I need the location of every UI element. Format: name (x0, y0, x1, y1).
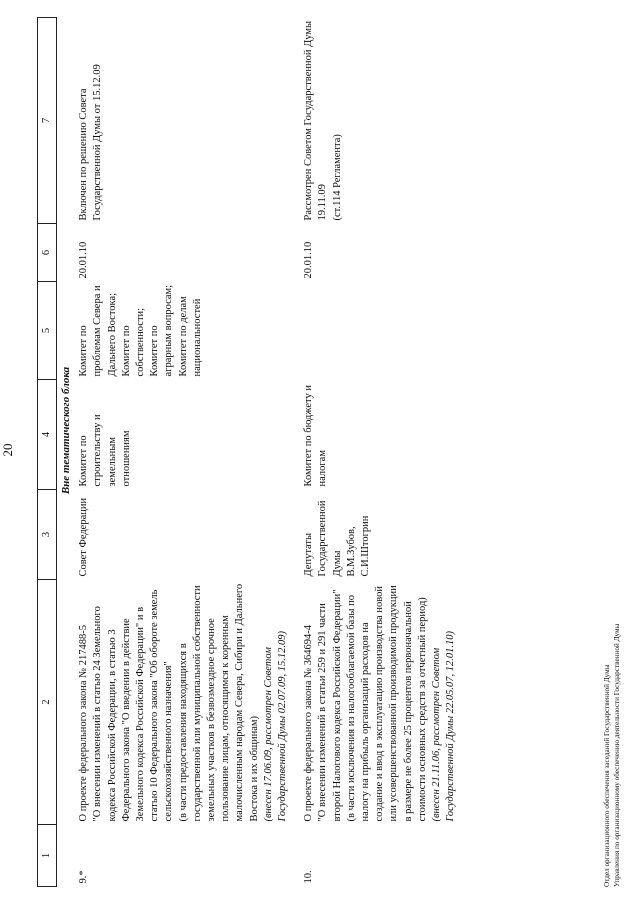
column-number: 2 (38, 580, 57, 825)
co-committees: Комитет по проблемам Севера и Дальнего Востока; Комитет по собственности; Комитет по аграрным вопросам; Комитет по делам национальностей (78, 284, 203, 377)
footer (602, 624, 622, 887)
column-number: 1 (38, 825, 57, 887)
agenda-table (37, 17, 460, 887)
page-number: 20 (0, 443, 15, 457)
column-number-row (38, 18, 57, 887)
bill-text: О проекте федерального закона № 364694-4 "О внесении изменений в статьи 259 и 291 части второй Налогового кодекса Российской Федерации" (в части исключения из налогооблагаемой базы по налогу на прибыль организаций расходов на создание и ввод в эксплуатацию производства новой или усовершенствованной производимой продукции в размере не более 25 процентов первоначальной стоимости основных средств за отчетный период) (303, 585, 428, 822)
remark: Рассмотрен Советом Государственной Думы 19.11.09 (ст.114 Регламента) (303, 20, 343, 221)
column-number: 3 (38, 490, 57, 580)
footer-line: Управления по организационному обеспечению деятельности Государственной Думы (613, 623, 621, 887)
responsible-committee: Комитет по бюджету и налогам (303, 385, 329, 487)
bill-description (75, 580, 292, 825)
bill-note: (внесен 17.06.09, рассмотрен Советом Государственной Думы 02.07.09, 15.12.09) (262, 631, 289, 822)
column-number: 4 (38, 380, 57, 490)
bill-text: О проекте федерального закона № 217488-5 "О внесении изменений в статью 24 Земельного кодекса Российской Федерации, в статью 3 Федерального закона "О введении в действие Земельного кодекса Российской Федерации" и в статью 10 Федерального закона "Об обороте земель сельскохозяйственного назначения" (в части предоставления находящихся в государственной или муниципальной собственности земельных участков в безвозмездное срочное пользование лицам, относящимся к коренным малочисленным народам Севера, Сибири и Дальнего Востока и их общинам) (78, 583, 260, 822)
footer-line: Отдел организационного обеспечения заседаний Государственной Думы (603, 664, 611, 887)
initiator: Депутаты Государственной Думы В.М.Зубов, С.И.Штогрин (303, 500, 372, 577)
agenda-row (292, 18, 460, 887)
column-number: 5 (38, 282, 57, 380)
date: 20.01.10 (303, 241, 315, 279)
agenda-row (75, 18, 292, 887)
initiator: Совет Федерации (78, 497, 90, 577)
remark: Включен по решению Совета Государственной Думы от 15.12.09 (78, 64, 104, 221)
item-number: 10. (303, 870, 315, 884)
co-committees (292, 282, 460, 380)
item-number: 9.* (78, 870, 90, 884)
responsible-committee: Комитет по строительству и земельным отношениям (78, 414, 132, 487)
bill-note: (внесен 21.11.06, рассмотрен Советом Государственной Думы 22.05.07, 12.01.10) (431, 631, 457, 822)
date: 20.01.10 (78, 241, 90, 279)
bill-description (292, 580, 460, 825)
section-title: Вне тематического блока (60, 366, 72, 495)
column-number: 7 (38, 18, 57, 224)
column-number: 6 (38, 224, 57, 282)
